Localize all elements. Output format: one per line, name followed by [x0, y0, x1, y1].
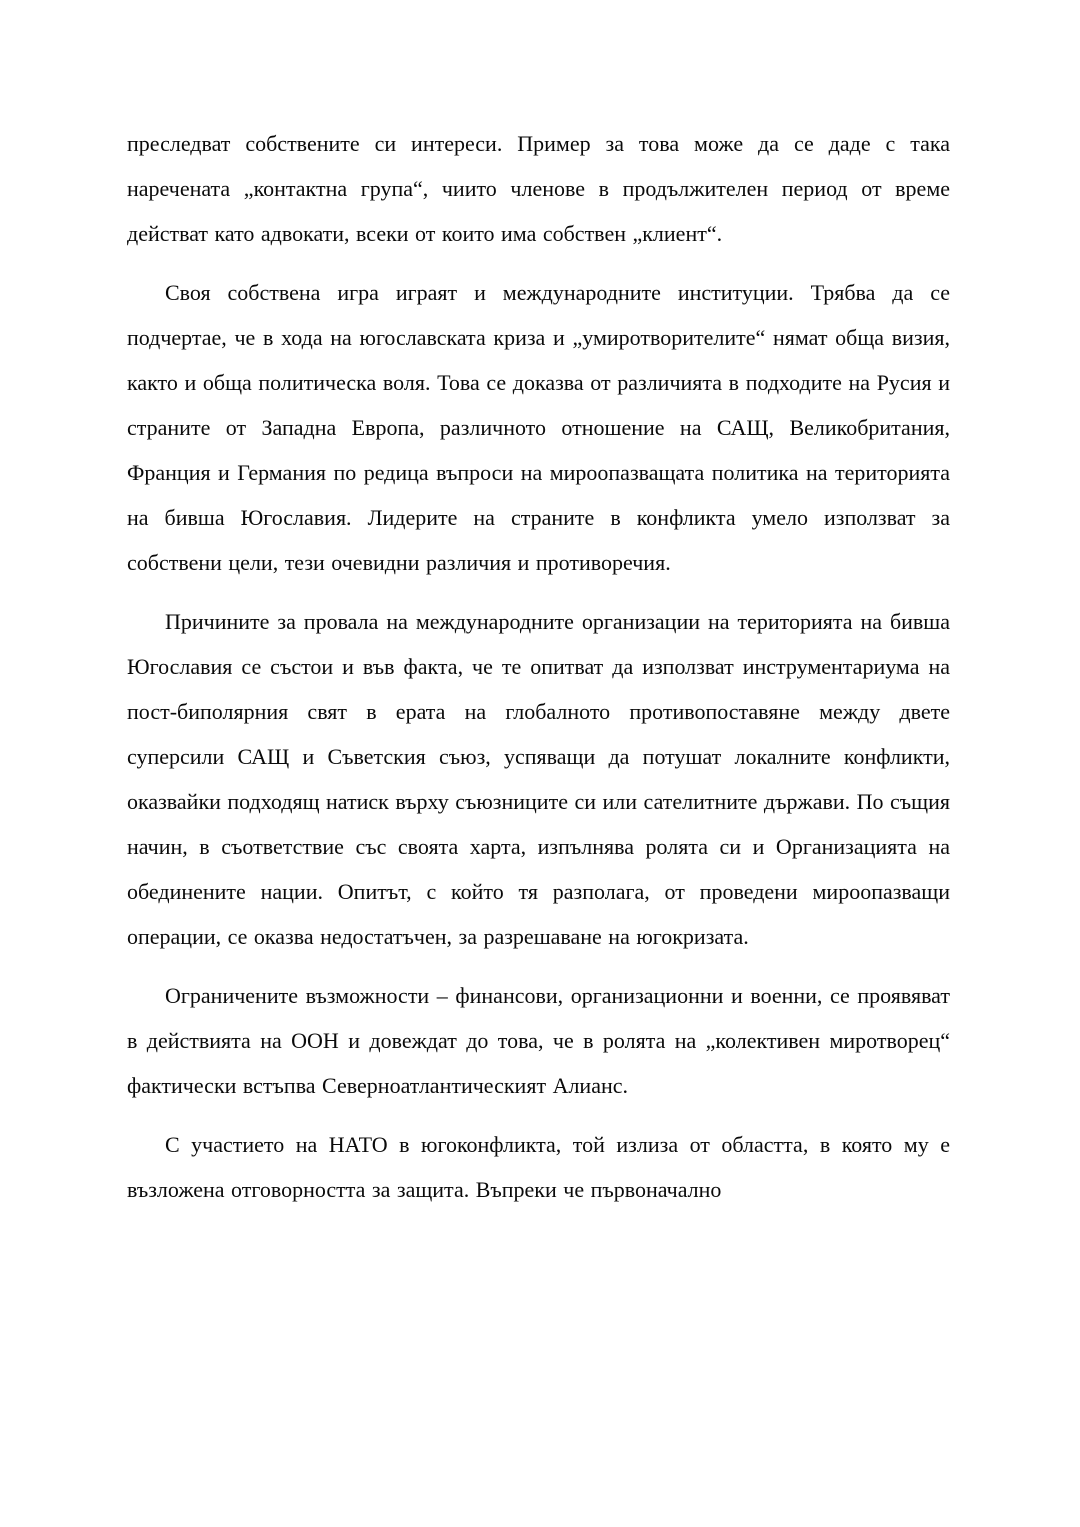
- paragraph-1: преследват собствените си интереси. Пример за това може да се даде с така наречената „контактна група“, чиито членове в продължителен период от време действат като адвокати, всеки от които има собствен „клиент“.: [127, 131, 950, 246]
- paragraph-3: Причините за провала на международните организации на територията на бивша Югославия се състои и във факта, че те опитват да използват инструментариума на пост-биполярния свят в ерата на глобалното противопоставяне между двете суперсили САЩ и Съветския съюз, успяващи да потушат локалните конфликти, оказвайки подходящ натиск върху съюзниците си или сателитните държави. По същия начин, в съответствие със своята харта, изпълнява ролята си и Организацията на обединените нации. Опитът, с който тя разполага, от проведени мироопазващи операции, се оказва недостатъчен, за разрешаване на югокризата.: [127, 609, 950, 949]
- paragraph-2: Своя собствена игра играят и международните институции. Трябва да се подчертае, че в хода на югославската криза и „умиротворителите“ нямат обща визия, както и обща политическа воля. Това се доказва от различията в подходите на Русия и страните от Западна Европа, различното отношение на САЩ, Великобритания, Франция и Германия по редица въпроси на мироопазващата политика на територията на бивша Югославия. Лидерите на страните в конфликта умело използват за собствени цели, тези очевидни различия и противоречия.: [127, 280, 950, 575]
- paragraph-5: С участието на НАТО в югоконфликта, той излиза от областта, в която му е възложена отговорността за защита. Въпреки че първоначално: [127, 1132, 950, 1202]
- paragraph-4: Ограничените възможности – финансови, организационни и военни, се проявяват в действията на ООН и довеждат до това, че в ролята на „колективен миротворец“ фактически встъпва Северноатлантическият Алианс.: [127, 983, 950, 1098]
